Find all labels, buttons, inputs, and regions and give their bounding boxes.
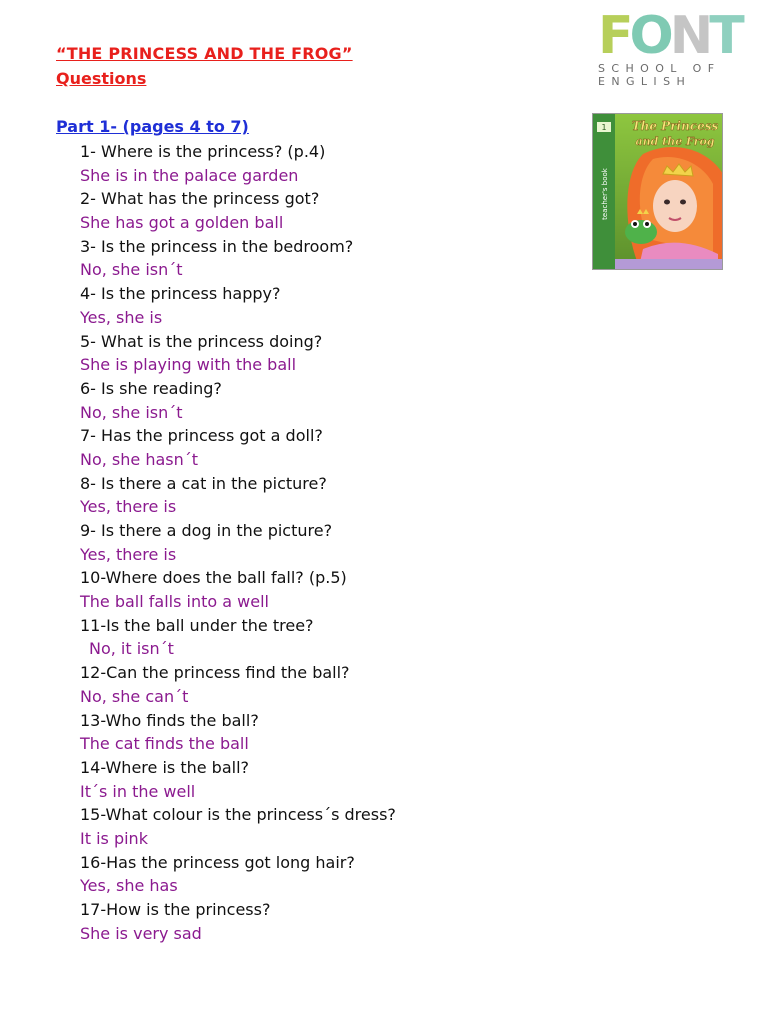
question-line: 10-Where does the ball fall? (p.5): [80, 568, 347, 588]
answer-line: No, she hasn´t: [80, 449, 199, 469]
cover-level: 1: [601, 123, 607, 132]
question-line: 5- What is the princess doing?: [80, 331, 323, 351]
logo-letter: O: [629, 6, 670, 66]
document-title: “THE PRINCESS AND THE FROG”: [56, 44, 353, 63]
question-line: 2- What has the princess got?: [80, 189, 320, 209]
question-answer-list: [80, 140, 396, 945]
answer-line: It´s in the well: [80, 781, 196, 801]
answer-line: Yes, she is: [80, 307, 163, 327]
question-line: 12-Can the princess find the ball?: [80, 663, 350, 683]
answer-line: Yes, there is: [80, 497, 177, 517]
answer-line: She is playing with the ball: [80, 355, 297, 375]
answer-line: Yes, there is: [80, 544, 177, 564]
question-line: 7- Has the princess got a doll?: [80, 426, 323, 446]
answer-line: She has got a golden ball: [80, 213, 284, 233]
answer-line: No, she isn´t: [80, 402, 183, 422]
answer-line: No, it isn´t: [89, 639, 174, 659]
question-line: 11-Is the ball under the tree?: [80, 615, 314, 635]
question-line: 14-Where is the ball?: [80, 757, 249, 777]
cover-title-line-2: and the Frog: [635, 135, 715, 148]
answer-line: Yes, she has: [80, 876, 178, 896]
question-line: 17-How is the princess?: [80, 900, 271, 919]
logo-letter: T: [709, 6, 741, 66]
book-cover-image: [592, 113, 723, 270]
question-line: 16-Has the princess got long hair?: [80, 852, 355, 872]
logo-letter: N: [669, 6, 710, 66]
question-line: 8- Is there a cat in the picture?: [80, 473, 327, 493]
question-line: 15-What colour is the princess´s dress?: [80, 805, 396, 825]
logo-wordmark: [598, 6, 741, 66]
document-subtitle: Questions: [56, 69, 147, 88]
logo-line-1: SCHOOL OF: [598, 62, 721, 75]
question-line: 3- Is the princess in the bedroom?: [80, 236, 354, 256]
cover-side-text: teacher's book: [601, 168, 609, 220]
answer-line: No, she isn´t: [80, 260, 183, 280]
question-line: 1- Where is the princess? (p.4): [80, 142, 326, 161]
answer-line: She is in the palace garden: [80, 165, 299, 185]
logo-line-2: ENGLISH: [598, 75, 692, 88]
answer-line: The ball falls into a well: [80, 592, 269, 612]
answer-line: She is very sad: [80, 923, 202, 943]
part-heading: Part 1- (pages 4 to 7): [56, 117, 249, 136]
question-line: 4- Is the princess happy?: [80, 284, 281, 304]
book-cover-illustration: [593, 114, 723, 270]
question-line: 9- Is there a dog in the picture?: [80, 521, 333, 540]
school-logo: [598, 6, 741, 96]
answer-line: It is pink: [80, 828, 148, 848]
answer-line: No, she can´t: [80, 686, 189, 706]
answer-line: The cat finds the ball: [80, 734, 249, 754]
question-line: 13-Who finds the ball?: [80, 710, 259, 730]
cover-title-line-1: The Princess: [631, 119, 719, 133]
logo-letter: F: [598, 6, 630, 66]
question-line: 6- Is she reading?: [80, 378, 222, 398]
